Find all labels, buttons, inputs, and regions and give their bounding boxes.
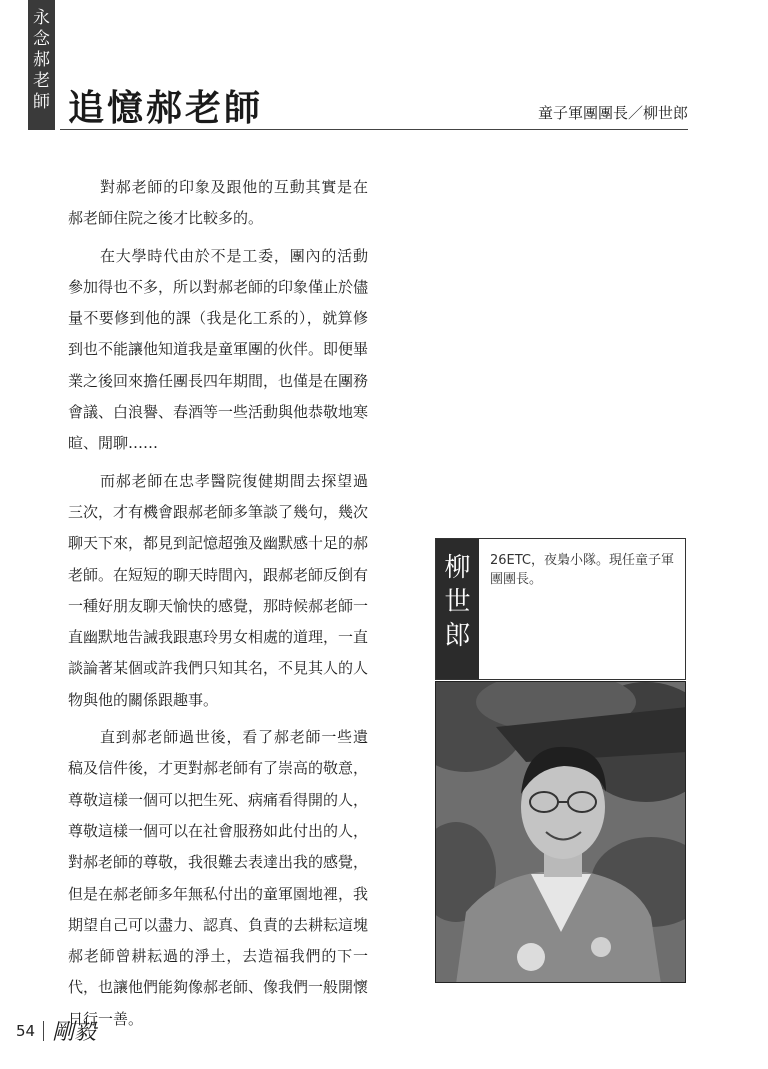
article-paragraph: 而郝老師在忠孝醫院復健期間去探望過三次，才有機會跟郝老師多筆談了幾句，幾次聊天下來，都見到記憶超強及幽默感十足的郝老師。在短短的聊天時間內，跟郝老師反倒有一種好朋友聊天愉快的感覺，那時候郝老師一直幽默地告誡我跟惠玲男女相處的道理，一直談論著某個或許我們只知其名，不見其人的人物與他的關係跟趣事。 xyxy=(68,471,369,709)
article-paragraph: 在大學時代由於不是工委，團內的活動參加得也不多，所以對郝老師的印象僅止於儘量不要修到他的課（我是化工系的），就算修到也不能讓他知道我是童軍團的伙伴。即便畢業之後回來擔任團長四年期間，也僅是在團務會議、白浪譽、春酒等一些活動與他恭敬地寒暄、閒聊…… xyxy=(68,246,369,453)
author-description: 26ETC，夜梟小隊。現任童子軍團團長。 xyxy=(490,553,675,587)
publication-logo: 剛毅 xyxy=(52,1020,97,1045)
author-name-char: 柳 xyxy=(444,553,471,583)
series-char: 永 xyxy=(33,8,50,28)
series-char: 師 xyxy=(33,92,50,112)
series-tab xyxy=(28,0,55,130)
page-footer xyxy=(16,1015,96,1046)
author-name-vertical xyxy=(436,539,479,679)
author-name-char: 郎 xyxy=(444,621,471,651)
author-profile-box xyxy=(435,538,686,680)
article-paragraph: 直到郝老師過世後，看了郝老師一些遺稿及信件後，才更對郝老師有了崇高的敬意，尊敬這樣一個可以把生死、病痛看得開的人，尊敬這樣一個可以在社會服務如此付出的人，對郝老師的尊敬，我很難去表達出我的感覺，但是在郝老師多年無私付出的童軍園地裡，我期望自己可以盡力、認真、負責的去耕耘這塊郝老師曾耕耘過的淨土，去造福我們的下一代，也讓他們能夠像郝老師、像我們一般開懷日行一善。 xyxy=(68,728,369,1028)
series-char: 念 xyxy=(33,29,50,49)
series-char: 老 xyxy=(33,71,50,91)
author-name-char: 世 xyxy=(444,587,471,617)
article-body xyxy=(68,172,368,1041)
article-title: 追憶郝老師 xyxy=(68,87,264,129)
title-rule xyxy=(60,129,688,130)
author-byline: 童子軍團團長／柳世郎 xyxy=(537,104,688,122)
portrait-illustration xyxy=(436,682,686,983)
article-paragraph: 對郝老師的印象及跟他的互動其實是在郝老師住院之後才比較多的。 xyxy=(68,178,368,228)
author-photo xyxy=(435,681,686,983)
page-number: 54 xyxy=(16,1021,36,1040)
series-char: 郝 xyxy=(33,50,50,70)
footer-divider xyxy=(43,1021,44,1041)
